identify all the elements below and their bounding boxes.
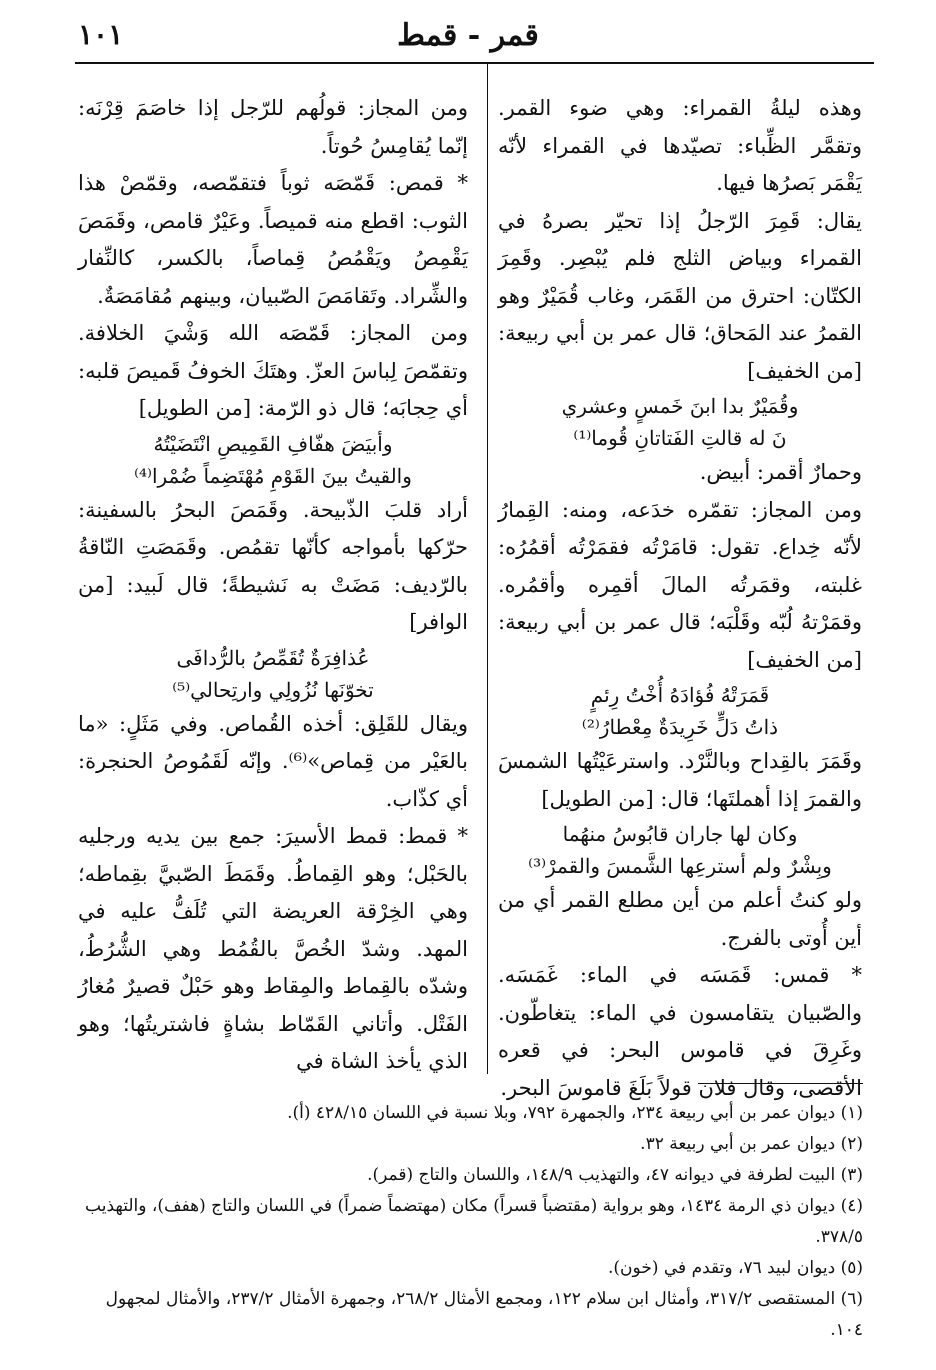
page-number: ١٠١ [78,18,124,51]
verse-line: عُذافِرَةٌ تُقَمِّصُ بالرُّدافَى [176,645,370,670]
footnotes [78,1098,863,1346]
paragraph: وهذه ليلةُ القمراء: وهي ضوء القمر. وتقمَّر الظِّباء: تصيّدها في القمراء لأنّه يَقْمَر بَصرُها فيها. [498,96,862,195]
paragraph: * قمس: قَمَسَه في الماء: غَمَسَه. والصّبيان يتقامسون في الماء: يتغاطّون. وغَرِقَ في قاموس البحر: في قعره الأقصى، وقال فلان قولاً بَلَغَ قاموسَ البحر. [498,963,862,1100]
verse-line: والقيتُ بينَ القَوْمِ مُهْتَضِماً ضُمْرا⁽⁴⁾ [134,463,412,488]
header-title: قمر - قمط [397,18,539,53]
footnote: (٢) ديوان عمر بن أبي ربيعة ٣٢. [640,1134,863,1154]
running-header [70,18,866,58]
paragraph: يقال: قَمِرَ الرّجلُ إذا تحيّر بصرهُ في القمراء وبياض الثلج فلم يُبْصِر. وقَمِرَ الكتّان: احترق من القَمَر، وغاب قُمَيْرٌ وهو القمرُ عند المَحاق؛ قال عمر بن أبي ربيعة: [من الخفيف] [498,208,862,383]
paragraph: ومن المجاز: قولُهم للرّجل إذا خاصَمَ قِرْنَه: إنّما يُقامِسُ حُوتاً. [78,96,468,158]
footnote: (٦) المستقصى ٣١٧/٢، وأمثال ابن سلام ١٢٢، ومجمع الأمثال ٢٦٨/٢، وجمهرة الأمثال ٢٣٧/٢، والأمثال لمجهول ١٠٤. [105,1289,863,1340]
verse-line: وأبيَضَ هفّافِ القَمِيصِ انْتَضَيْتُهُ [153,431,393,456]
verse-line: تخوّنَها نُزُولِي وارتِحالي⁽⁵⁾ [172,677,374,702]
footnote: (٤) ديوان ذي الرمة ١٤٣٤، وهو برواية (مقتضباً قسراً) مكان (مهتضماً ضمراً) في اللسان والتاج (هفف)، والتهذيب ٣٧٨/٥. [85,1196,863,1247]
paragraph: ومن المجاز: قَمّصَه الله وَشْيَ الخلافة. وتقمّصَ لِباسَ العزّ. وهتَكَ الخوفُ قَميصَ قلبه: أي حِجابَه؛ قال ذو الرّمة: [من الطويل] [78,321,468,420]
paragraph: * قمط: قمط الأسيرَ: جمع بين يديه ورجليه بالحَبْل؛ وهو القِماطُ. وقَمَطَ الصّبيَّ بقِماطه؛ وهي الخِرْقة العريضة التي تُلَفُّ عليه في المهد. وشدّ الخُصَّ بالقُمُط وهي الشُّرُطُ، وشدّه بالقِماط والمِقاط وهو حَبْلٌ قصيرٌ مُغارُ الفَتْل. وأتاني القَمّاط بشاةٍ فاشتريتُها؛ وهو الذي يأخذ الشاة في [78,824,468,1073]
footnote: (١) ديوان عمر بن أبي ربيعة ٢٣٤، والجمهرة ٧٩٢، وبلا نسبة في اللسان ٤٢٨/١٥ (أ). [287,1103,863,1123]
right-column [498,90,862,1100]
verse-line: وبِشْرٌ ولم أسترعِها الشَّمسَ والقمرْ⁽³⁾ [528,854,832,878]
paragraph: وقَمَرَ بالقِداح وبالنَّرْد. واسترعَيْتُها الشمسَ والقمرَ إذا أهملتَها؛ قال: [من الطويل] [498,749,862,811]
paragraph: * قمص: قَمّصَه ثوباً فتقمّصه، وقمّصْ هذا الثوب: اقطع منه قميصاً. وعَيْرٌ قامص، وقَمَصَ يَقْمِصُ ويَقْمُصُ قِماصاً، بالكسر، كالنِّفار والشِّراد. وتَقامَصَ الصّبيان، وبينهم مُقامَصَةٌ. [78,171,468,308]
footnote-rule [698,1083,863,1084]
verse-line: وكان لها جاران قابُوسُ منهُما [562,822,798,846]
verse-line: وقُمَيْرٌ بدا ابنَ خَمسٍ وعشري [561,394,799,418]
paragraph: ويقال للقَلِق: أخذه القُماص. وفي مَثَلٍ: «ما بالعَيْر من قِماص»⁽⁶⁾. وإنّه لَقَمُوصُ الحنجرة: أي كذّاب. [78,711,468,811]
header-rule [75,62,874,64]
left-column [78,90,468,1075]
paragraph: ولو كنتُ أعلم من أين مطلع القمر أي من أين أُوتى بالفرج. [498,888,862,950]
verse-line: نَ له قالتِ الفَتاتانِ قُوما⁽¹⁾ [573,426,787,450]
footnote: (٣) البيت لطرفة في ديوانه ٤٧، والتهذيب ١٤٨/٩، واللسان والتاج (قمر). [367,1165,863,1185]
verse-line: ذاتُ دَلٍّ خَرِيدَةٌ مِعْطارُ⁽²⁾ [581,715,779,739]
column-divider [487,64,488,1074]
paragraph: أراد قلبَ الذّبيحة. وقَمَصَ البحرُ بالسفينة: حرّكها بأمواجه كأنّها تقمُص. وقَمَصَتِ النّاقةُ بالرّديف: مَضَتْ به نَشيطةً؛ قال لَبيد: [من الوافر] [78,497,468,634]
verse-line: قَمَرَتْهُ فُؤادَهُ أُخْتُ رِئمٍ [590,683,770,707]
paragraph: وحمارٌ أقمر: أبيض. [699,460,862,484]
footnote: (٥) ديوان لبيد ٧٦، وتقدم في (خون). [608,1258,863,1278]
paragraph: ومن المجاز: تقمّره خدَعه، ومنه: القِمارُ لأنّه خِداع. تقول: قامَرْتُه فقمَرْتُه أقمُرُه: غلبته، وقمَرتُه المالَ أقمِره وأقمُره. وقمَرْتهُ لُبّه وقَلْبَه؛ قال عمر بن أبي ربيعة: [من الخفيف] [498,497,862,672]
